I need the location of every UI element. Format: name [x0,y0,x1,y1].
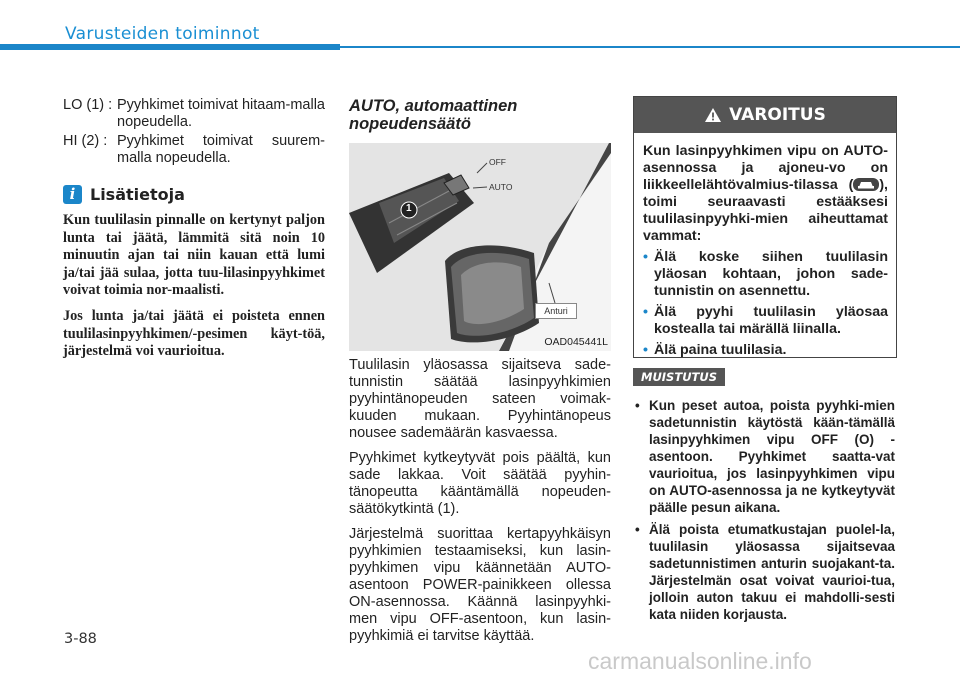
info-title: Lisätietoja [90,185,185,204]
speed-hi [63,133,325,167]
figure-label-sensor: Anturi [535,303,577,319]
auto-section [349,97,611,133]
header-rule-thin [340,46,960,48]
info-paragraph-2: Jos lunta ja/tai jäätä ei poisteta ennen tuulilasinpyyhkimen/-pesimen käyt-töä, järjestelmä voi vaurioitua. [63,307,325,360]
car-ready-icon [853,178,879,191]
speed-lo-term: LO (1) : [63,97,113,113]
figure-label-off: OFF [489,157,506,167]
speed-hi-term: HI (2) : [63,133,108,149]
notice-item: • Älä poista etumatkustajan puolel-la, tuulilasin yläosassa sijaitsevaa sadetunnistimen anturin suojakant-ta. Järjestelmän osat voivat vaurioi-tua, jolloin auton takuu ei mahdolli-sesti kata niiden korjausta. [633,521,895,623]
speed-lo [63,97,325,131]
wiper-stalk-figure [349,143,611,351]
info-icon: i [63,185,82,204]
header-rule-thick [0,44,340,50]
speed-hi-desc: Pyyhkimet toimivat suurem-malla nopeudella. [117,133,325,166]
warning-list [643,249,888,359]
warning-item: • Älä paina tuulilasia. [643,342,888,359]
section-header: Varusteiden toiminnot [65,24,260,44]
speed-lo-desc: Pyyhkimet toimivat hitaam-malla nopeudella. [117,97,325,130]
warning-header [634,97,896,133]
figure-callout-1: 1 [406,203,412,214]
warning-box [633,96,897,358]
figure-code: OAD045441L [544,336,608,348]
warning-body [634,133,896,369]
notice-list [633,397,895,628]
auto-paragraph-2: Pyyhkimet kytkeytyvät pois päältä, kun sade lakkaa. Voit säätää pyyhin-tänopeutta kääntämällä nopeuden-säätökytkintä (1). [349,450,611,517]
notice-badge: MUISTUTUS [633,368,725,386]
info-paragraph-1: Kun tuulilasin pinnalle on kertynyt paljon lunta tai jäätä, lämmitä sitä noin 10 minuutin ajan tai niin kauan että lumi ja/tai jää sulaa, jotta tuu-lilasinpyyhkimet voivat toimia nor-maalisti. [63,212,325,299]
warning-intro-before: Kun lasinpyyhkimen vipu on AUTO-asennossa ja ajoneu-vo on liikkeellelähtövalmius-tilassa ( [643,143,888,193]
info-heading [63,185,325,204]
wiper-stalk-illustration [349,143,611,351]
warning-item: • Älä pyyhi tuulilasin yläosaa kostealla tai märällä liinalla. [643,304,888,338]
watermark: carmanualsonline.info [588,648,812,674]
auto-paragraph-3: Järjestelmä suorittaa kertapyyhkäisyn pyyhkimien testaamiseksi, kun lasin-pyyhkimen vipu käännetään AUTO-asentoon POWER-painikkeen ollessa ON-asennossa. Käännä lasinpyyhki-men vipu OFF-asentoon, kun lasin-pyyhkimiä ei tarvitse käyttää. [349,526,611,644]
warning-item: • Älä koske siihen tuulilasin yläosan kohtaan, johon sade-tunnistin on asennettu. [643,249,888,300]
warning-intro [643,143,888,245]
page-number: 3-88 [64,631,97,647]
warning-intro-after: ), toimi seuraavasti estääksesi tuulilasinpyyhki-mien aiheuttamat vammat: [643,177,888,244]
auto-section-body [349,357,611,653]
figure-label-auto: AUTO [489,182,513,192]
warning-triangle-icon [704,107,722,123]
left-column [63,97,325,369]
notice-item: • Kun peset autoa, poista pyyhki-mien sadetunnistin käytöstä kään-tämällä lasinpyyhkimen vipu OFF (O) -asentoon. Pyyhkimet saatta-vat vaurioitua, jos lasinpyyhkimen vipu on AUTO-asennossa ja ne kytkeytyvät päälle pesun aikana. [633,397,895,516]
auto-paragraph-1: Tuulilasin yläosassa sijaitseva sade-tunnistin säätää lasinpyyhkimien pyyhintänopeuden sateen voimak-kuuden mukaan. Pyyhintänopeus nousee sademäärän kasvaessa. [349,357,611,441]
auto-section-title: AUTO, automaattinen nopeudensäätö [349,97,518,133]
warning-title: VAROITUS [729,105,826,125]
